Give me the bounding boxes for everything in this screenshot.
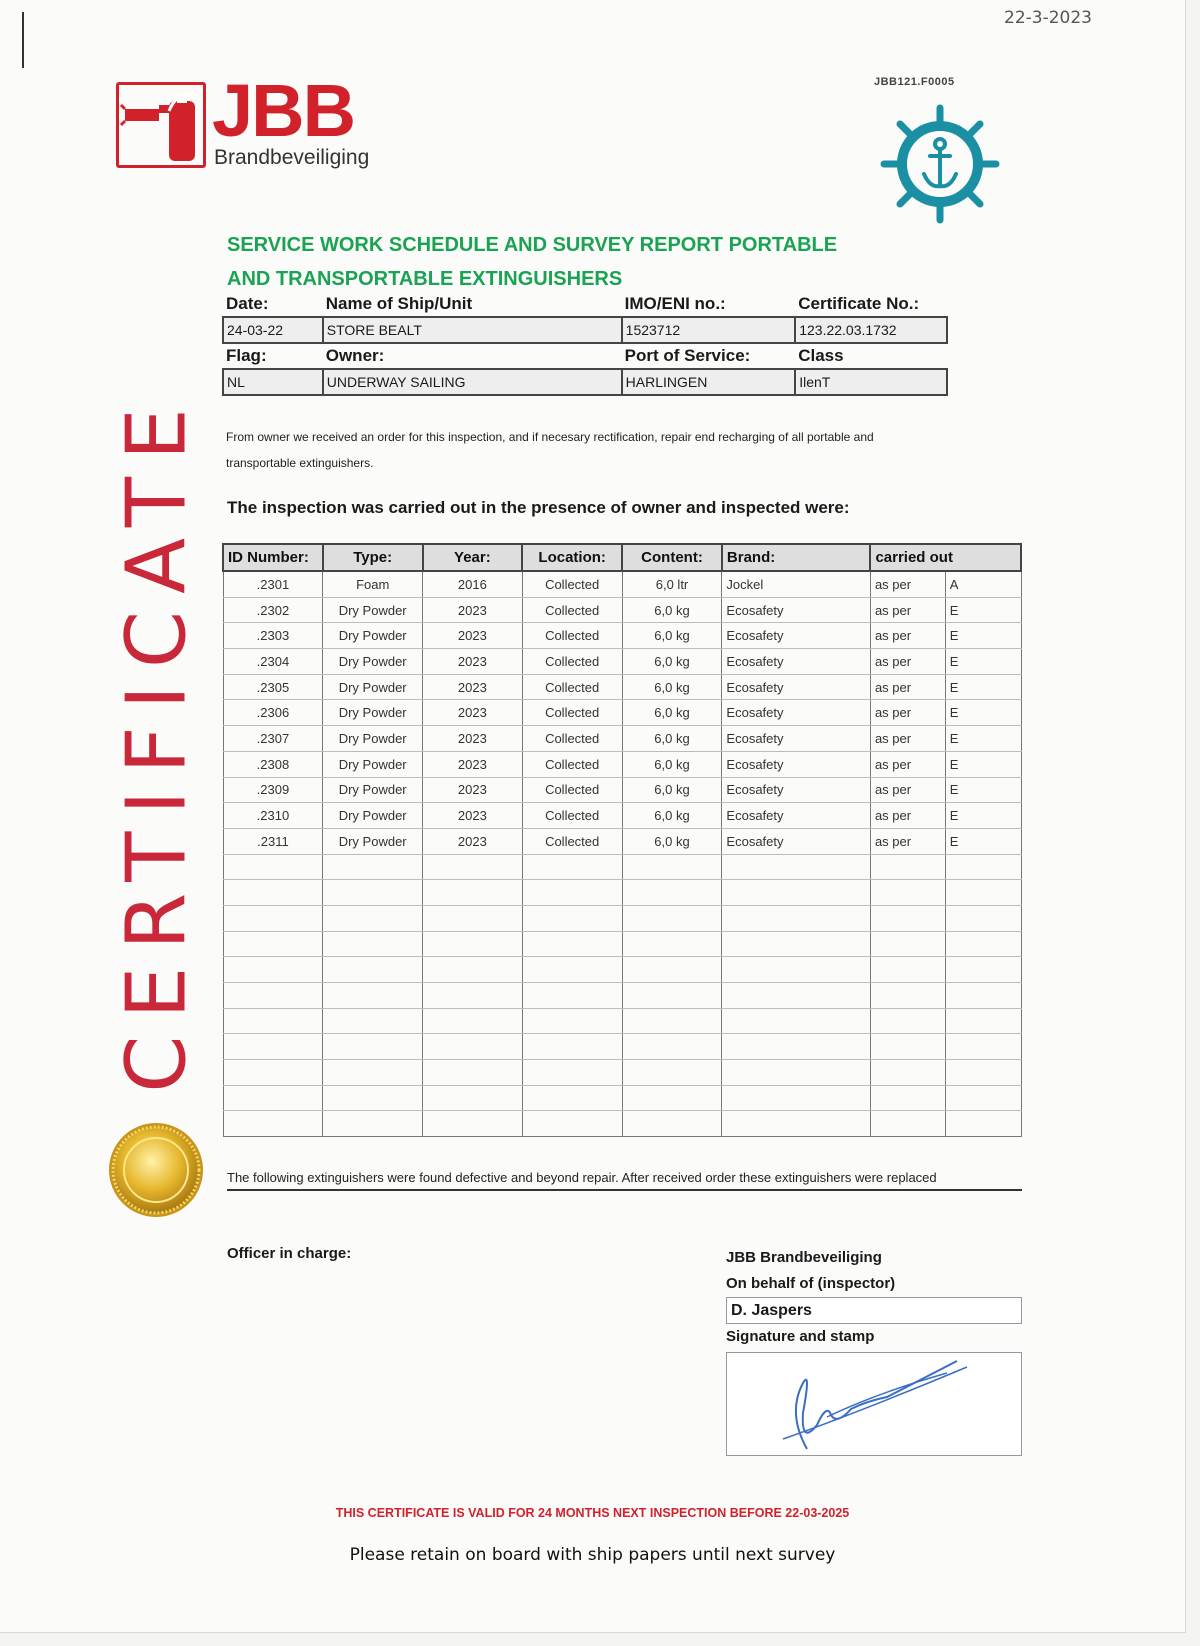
- empty-cell: [522, 880, 622, 906]
- empty-table-row: [223, 1111, 1021, 1137]
- table-row: [223, 803, 1021, 829]
- id-cell: .2306: [223, 700, 323, 726]
- empty-cell: [870, 905, 945, 931]
- empty-cell: [722, 1085, 871, 1111]
- empty-cell: [423, 1034, 523, 1060]
- carried-out-cell: as per: [870, 571, 945, 597]
- content-cell: 6,0 kg: [622, 674, 722, 700]
- empty-cell: [323, 1034, 423, 1060]
- location-cell: Collected: [522, 777, 622, 803]
- type-cell: Dry Powder: [323, 597, 423, 623]
- column-header: Brand:: [722, 544, 871, 571]
- gold-seal-icon: [104, 1120, 208, 1225]
- code-cell: E: [945, 726, 1021, 752]
- empty-cell: [323, 1111, 423, 1137]
- year-cell: 2023: [423, 674, 523, 700]
- table-row: [223, 649, 1021, 675]
- content-cell: 6,0 kg: [622, 751, 722, 777]
- column-header: ID Number:: [223, 544, 323, 571]
- empty-cell: [423, 880, 523, 906]
- empty-cell: [622, 1008, 722, 1034]
- empty-cell: [945, 1111, 1021, 1137]
- location-cell: Collected: [522, 597, 622, 623]
- empty-cell: [323, 957, 423, 983]
- brand-cell: Ecosafety: [722, 597, 871, 623]
- content-cell: 6,0 kg: [622, 777, 722, 803]
- retain-notice: Please retain on board with ship papers until next survey: [349, 1545, 836, 1565]
- brand-cell: Ecosafety: [722, 803, 871, 829]
- empty-cell: [722, 931, 871, 957]
- empty-cell: [870, 1008, 945, 1034]
- carried-out-cell: as per: [870, 828, 945, 854]
- empty-cell: [423, 1111, 523, 1137]
- location-cell: Collected: [522, 726, 622, 752]
- id-cell: .2303: [223, 623, 323, 649]
- empty-cell: [423, 854, 523, 880]
- code-cell: E: [945, 777, 1021, 803]
- officer-in-charge-label: Officer in charge:: [227, 1245, 352, 1262]
- carried-out-cell: as per: [870, 751, 945, 777]
- table-row: [223, 828, 1021, 854]
- code-cell: E: [945, 700, 1021, 726]
- empty-cell: [223, 1034, 323, 1060]
- empty-cell: [522, 1085, 622, 1111]
- year-cell: 2023: [423, 597, 523, 623]
- id-cell: .2305: [223, 674, 323, 700]
- empty-cell: [223, 1060, 323, 1086]
- signature-block: [726, 1245, 1022, 1456]
- empty-cell: [945, 905, 1021, 931]
- brand-cell: Ecosafety: [722, 674, 871, 700]
- id-cell: .2310: [223, 803, 323, 829]
- inspection-heading: The inspection was carried out in the presence of owner and inspected were:: [227, 498, 850, 517]
- carried-out-cell: as per: [870, 674, 945, 700]
- type-cell: Dry Powder: [323, 700, 423, 726]
- empty-table-row: [223, 983, 1021, 1009]
- empty-cell: [423, 1060, 523, 1086]
- year-cell: 2023: [423, 700, 523, 726]
- empty-cell: [722, 1111, 871, 1137]
- content-cell: 6,0 kg: [622, 803, 722, 829]
- content-cell: 6,0 kg: [622, 597, 722, 623]
- port-value: HARLINGEN: [622, 369, 796, 395]
- ship-wheel-anchor-icon: [880, 104, 1000, 229]
- location-cell: Collected: [522, 571, 622, 597]
- code-cell: E: [945, 803, 1021, 829]
- carried-out-cell: as per: [870, 623, 945, 649]
- empty-cell: [870, 983, 945, 1009]
- form-code: JBB121.F0005: [874, 76, 955, 88]
- empty-cell: [522, 1060, 622, 1086]
- empty-cell: [622, 905, 722, 931]
- type-cell: Dry Powder: [323, 623, 423, 649]
- flag-label: Flag:: [226, 346, 267, 365]
- on-behalf-label: On behalf of (inspector): [726, 1275, 896, 1292]
- empty-cell: [722, 880, 871, 906]
- signature-box: [726, 1352, 1022, 1456]
- empty-cell: [423, 905, 523, 931]
- column-header: Type:: [323, 544, 423, 571]
- brand-cell: Jockel: [722, 571, 871, 597]
- class-value: IlenT: [795, 369, 947, 395]
- table-row: [223, 751, 1021, 777]
- content-cell: 6,0 kg: [622, 828, 722, 854]
- type-cell: Dry Powder: [323, 803, 423, 829]
- code-cell: A: [945, 571, 1021, 597]
- ship-name-label: Name of Ship/Unit: [325, 294, 473, 313]
- brand-cell: Ecosafety: [722, 726, 871, 752]
- empty-cell: [223, 983, 323, 1009]
- brand-cell: Ecosafety: [722, 751, 871, 777]
- empty-cell: [522, 905, 622, 931]
- carried-out-cell: as per: [870, 700, 945, 726]
- type-cell: Foam: [323, 571, 423, 597]
- column-header: Year:: [423, 544, 523, 571]
- empty-cell: [223, 880, 323, 906]
- empty-table-row: [223, 1008, 1021, 1034]
- year-cell: 2023: [423, 751, 523, 777]
- empty-table-row: [223, 931, 1021, 957]
- id-cell: .2302: [223, 597, 323, 623]
- fire-extinguisher-icon: [116, 82, 206, 168]
- year-cell: 2023: [423, 726, 523, 752]
- empty-cell: [323, 983, 423, 1009]
- empty-cell: [522, 854, 622, 880]
- empty-cell: [722, 957, 871, 983]
- defect-note: The following extinguishers were found defective and beyond repair. After received order these extinguishers were replaced: [227, 1170, 1022, 1191]
- empty-cell: [223, 931, 323, 957]
- empty-cell: [323, 1085, 423, 1111]
- empty-cell: [323, 880, 423, 906]
- id-cell: .2301: [223, 571, 323, 597]
- empty-cell: [622, 1034, 722, 1060]
- empty-cell: [522, 957, 622, 983]
- empty-cell: [722, 905, 871, 931]
- owner-label: Owner:: [325, 346, 385, 365]
- empty-table-row: [223, 1034, 1021, 1060]
- location-cell: Collected: [522, 674, 622, 700]
- port-label: Port of Service:: [624, 346, 751, 365]
- empty-cell: [323, 931, 423, 957]
- empty-table-row: [223, 854, 1021, 880]
- certificate-number-value: 123.22.03.1732: [795, 317, 947, 343]
- empty-cell: [622, 983, 722, 1009]
- type-cell: Dry Powder: [323, 777, 423, 803]
- year-cell: 2023: [423, 828, 523, 854]
- id-cell: .2311: [223, 828, 323, 854]
- empty-cell: [945, 1008, 1021, 1034]
- type-cell: Dry Powder: [323, 751, 423, 777]
- brand-cell: Ecosafety: [722, 623, 871, 649]
- handwritten-signature: [767, 1353, 987, 1453]
- location-cell: Collected: [522, 828, 622, 854]
- certificate-number-label: Certificate No.:: [798, 294, 920, 313]
- empty-cell: [722, 1034, 871, 1060]
- imo-value: 1523712: [622, 317, 796, 343]
- empty-cell: [223, 957, 323, 983]
- code-cell: E: [945, 674, 1021, 700]
- validity-notice: THIS CERTIFICATE IS VALID FOR 24 MONTHS NEXT INSPECTION BEFORE 22-03-2025: [335, 1506, 850, 1520]
- ship-info-table: [222, 292, 948, 396]
- logo-subtitle: Brandbeveiliging: [214, 146, 370, 169]
- empty-cell: [423, 957, 523, 983]
- type-cell: Dry Powder: [323, 649, 423, 675]
- empty-table-row: [223, 1060, 1021, 1086]
- column-header: Location:: [522, 544, 622, 571]
- certificate-vertical-label: CERTIFICATE: [109, 391, 205, 1093]
- empty-cell: [323, 905, 423, 931]
- empty-cell: [870, 880, 945, 906]
- ship-name-value: STORE BEALT: [323, 317, 622, 343]
- empty-cell: [323, 854, 423, 880]
- inspector-company: JBB Brandbeveiliging: [726, 1249, 882, 1266]
- empty-cell: [945, 1085, 1021, 1111]
- date-value: 24-03-22: [223, 317, 323, 343]
- empty-cell: [722, 1008, 871, 1034]
- location-cell: Collected: [522, 700, 622, 726]
- empty-cell: [870, 1111, 945, 1137]
- empty-cell: [223, 905, 323, 931]
- content-cell: 6,0 kg: [622, 623, 722, 649]
- signature-label: Signature and stamp: [726, 1328, 875, 1345]
- code-cell: E: [945, 623, 1021, 649]
- table-row: [223, 700, 1021, 726]
- class-label: Class: [798, 346, 844, 365]
- code-cell: E: [945, 649, 1021, 675]
- content-cell: 6,0 kg: [622, 726, 722, 752]
- empty-cell: [945, 931, 1021, 957]
- table-row: [223, 571, 1021, 597]
- table-row: [223, 726, 1021, 752]
- empty-cell: [870, 1034, 945, 1060]
- empty-cell: [870, 957, 945, 983]
- empty-cell: [423, 1008, 523, 1034]
- empty-cell: [870, 1085, 945, 1111]
- id-cell: .2309: [223, 777, 323, 803]
- empty-cell: [522, 983, 622, 1009]
- empty-cell: [870, 854, 945, 880]
- empty-cell: [722, 1060, 871, 1086]
- extinguisher-table: [222, 543, 1022, 1137]
- empty-cell: [870, 1060, 945, 1086]
- empty-cell: [945, 983, 1021, 1009]
- location-cell: Collected: [522, 803, 622, 829]
- intro-text: From owner we received an order for this inspection, and if necesary rectification, repair end recharging of all portable and transportable extinguishers.: [226, 430, 874, 470]
- empty-cell: [522, 1111, 622, 1137]
- brand-cell: Ecosafety: [722, 700, 871, 726]
- scan-margin-mark: [22, 12, 24, 68]
- id-cell: .2304: [223, 649, 323, 675]
- table-header-row: [223, 544, 1021, 571]
- empty-cell: [423, 983, 523, 1009]
- carried-out-cell: as per: [870, 803, 945, 829]
- report-title-line-1: SERVICE WORK SCHEDULE AND SURVEY REPORT PORTABLE: [227, 234, 838, 256]
- inspector-name: D. Jaspers: [726, 1297, 1022, 1324]
- empty-cell: [622, 854, 722, 880]
- empty-cell: [223, 1111, 323, 1137]
- table-row: [223, 674, 1021, 700]
- year-cell: 2023: [423, 803, 523, 829]
- empty-cell: [423, 931, 523, 957]
- report-title-line-2: AND TRANSPORTABLE EXTINGUISHERS: [227, 268, 623, 290]
- empty-cell: [945, 957, 1021, 983]
- empty-cell: [870, 931, 945, 957]
- column-header: carried out: [870, 544, 1021, 571]
- report-title: [227, 228, 837, 296]
- empty-cell: [945, 1060, 1021, 1086]
- location-cell: Collected: [522, 649, 622, 675]
- brand-cell: Ecosafety: [722, 828, 871, 854]
- column-header: Content:: [622, 544, 722, 571]
- year-cell: 2023: [423, 777, 523, 803]
- empty-cell: [323, 1008, 423, 1034]
- content-cell: 6,0 kg: [622, 700, 722, 726]
- location-cell: Collected: [522, 623, 622, 649]
- empty-table-row: [223, 880, 1021, 906]
- carried-out-cell: as per: [870, 726, 945, 752]
- imo-label: IMO/ENI no.:: [624, 294, 726, 313]
- id-cell: .2308: [223, 751, 323, 777]
- logo-text: JBB: [212, 69, 355, 152]
- empty-table-row: [223, 905, 1021, 931]
- empty-cell: [522, 1008, 622, 1034]
- empty-cell: [223, 1008, 323, 1034]
- empty-cell: [622, 931, 722, 957]
- scan-date: 22-3-2023: [1004, 8, 1092, 28]
- carried-out-cell: as per: [870, 597, 945, 623]
- empty-cell: [945, 854, 1021, 880]
- location-cell: Collected: [522, 751, 622, 777]
- content-cell: 6,0 ltr: [622, 571, 722, 597]
- empty-cell: [223, 1085, 323, 1111]
- empty-cell: [722, 854, 871, 880]
- table-row: [223, 623, 1021, 649]
- empty-cell: [945, 1034, 1021, 1060]
- empty-table-row: [223, 1085, 1021, 1111]
- empty-table-row: [223, 957, 1021, 983]
- code-cell: E: [945, 828, 1021, 854]
- empty-cell: [622, 1085, 722, 1111]
- carried-out-cell: as per: [870, 777, 945, 803]
- type-cell: Dry Powder: [323, 828, 423, 854]
- type-cell: Dry Powder: [323, 726, 423, 752]
- year-cell: 2023: [423, 623, 523, 649]
- table-row: [223, 597, 1021, 623]
- empty-cell: [945, 880, 1021, 906]
- empty-cell: [522, 1034, 622, 1060]
- empty-cell: [622, 957, 722, 983]
- brand-cell: Ecosafety: [722, 777, 871, 803]
- empty-cell: [622, 1060, 722, 1086]
- code-cell: E: [945, 751, 1021, 777]
- id-cell: .2307: [223, 726, 323, 752]
- carried-out-cell: as per: [870, 649, 945, 675]
- empty-cell: [622, 880, 722, 906]
- year-cell: 2023: [423, 649, 523, 675]
- brand-cell: Ecosafety: [722, 649, 871, 675]
- content-cell: 6,0 kg: [622, 649, 722, 675]
- date-label: Date:: [226, 294, 269, 313]
- empty-cell: [423, 1085, 523, 1111]
- owner-value: UNDERWAY SAILING: [323, 369, 622, 395]
- empty-cell: [223, 854, 323, 880]
- type-cell: Dry Powder: [323, 674, 423, 700]
- empty-cell: [323, 1060, 423, 1086]
- empty-cell: [722, 983, 871, 1009]
- empty-cell: [522, 931, 622, 957]
- flag-value: NL: [223, 369, 323, 395]
- empty-cell: [622, 1111, 722, 1137]
- table-row: [223, 777, 1021, 803]
- year-cell: 2016: [423, 571, 523, 597]
- code-cell: E: [945, 597, 1021, 623]
